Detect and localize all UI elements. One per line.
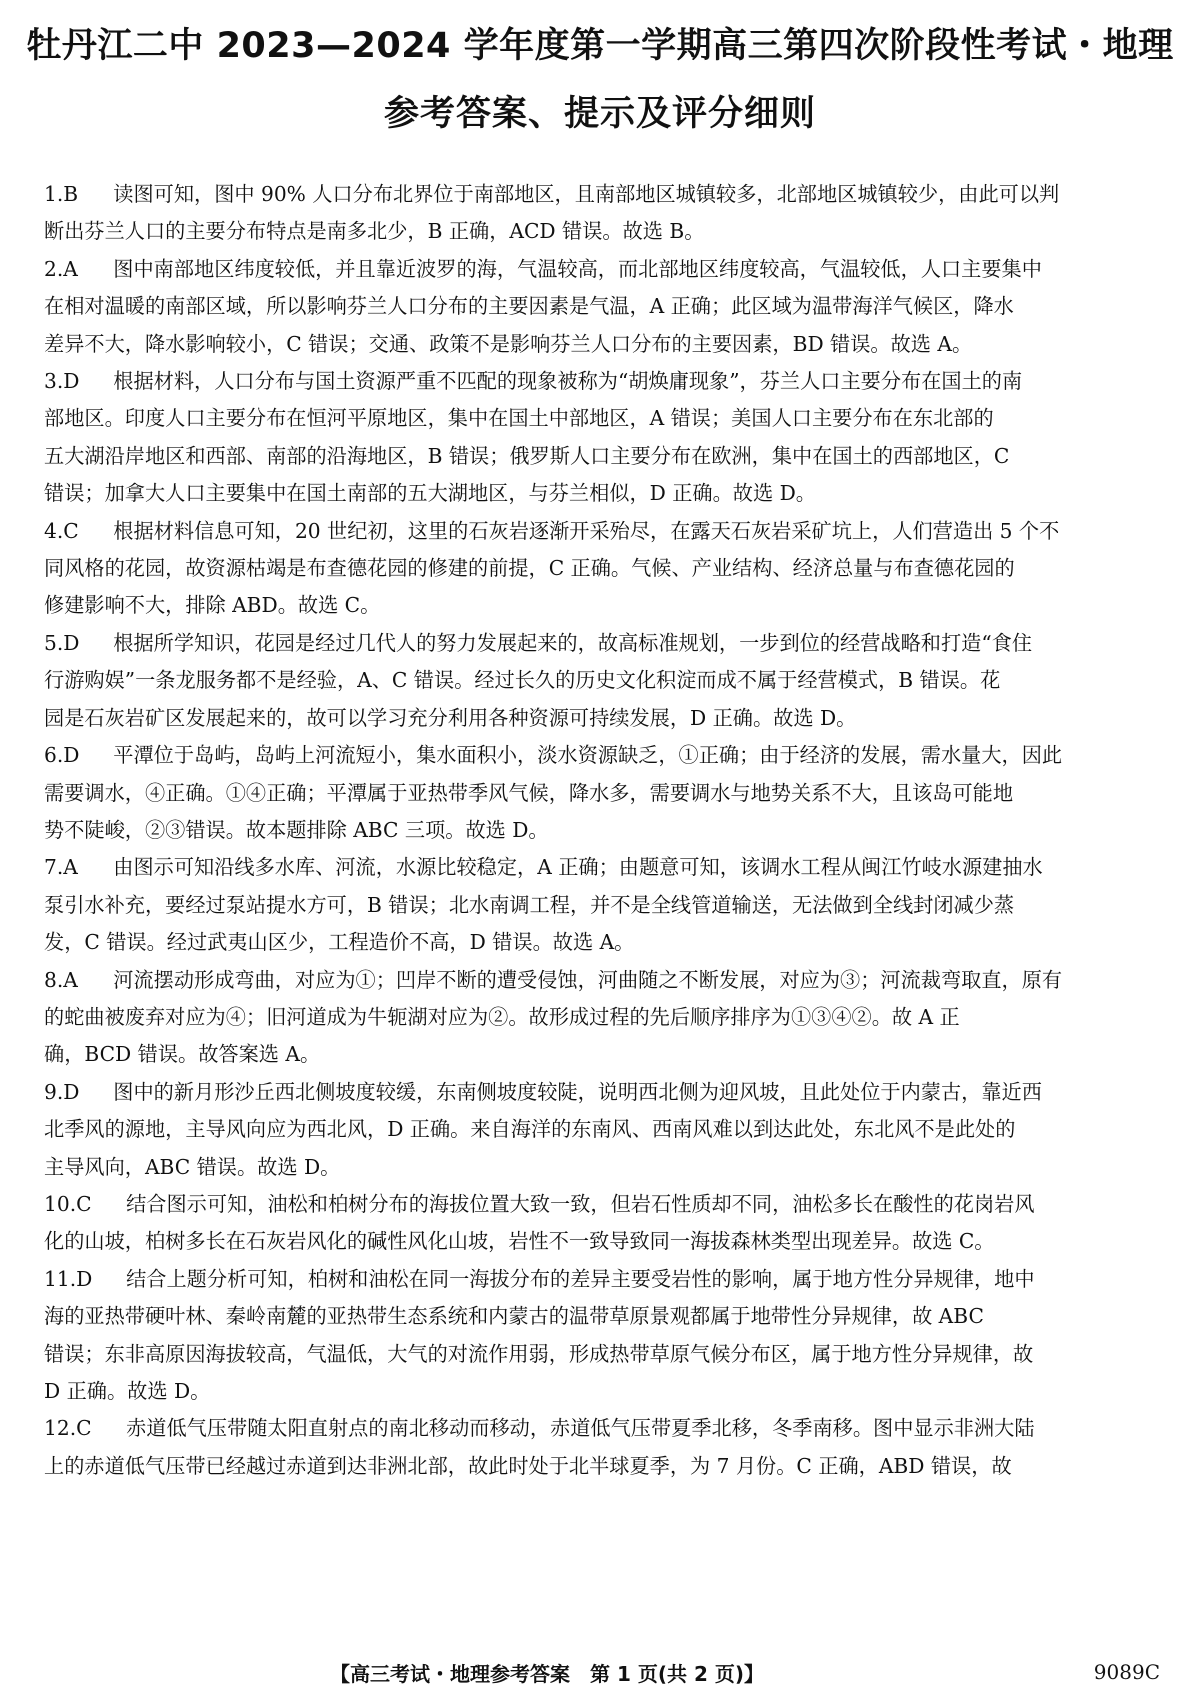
explanation-text: 差异不大，降水影响较小，C 错误；交通、政策不是影响芬兰人口分布的主要因素，BD 错误。故选 A。 [44,331,973,356]
explanation-text: 赤道低气压带随太阳直射点的南北移动而移动，赤道低气压带夏季北移，冬季南移。图中显示非洲大陆 [126,1416,1035,1441]
explanation-text: 河流摆动形成弯曲，对应为①；凹岸不断的遭受侵蚀，河曲随之不断发展，对应为③；河流裁弯取直，原有 [113,967,1063,992]
explanation-text: 图中南部地区纬度较低，并且靠近波罗的海，气温较高，而北部地区纬度较高，气温较低，人口主要集中 [113,256,1042,281]
explanation-text: 图中的新月形沙丘西北侧坡度较缓，东南侧坡度较陡，说明西北侧为迎风坡，且此处位于内蒙古，靠近西 [113,1079,1042,1104]
answer-letter: A [63,855,78,880]
explanation-text: 主导风向，ABC 错误。故选 D。 [44,1154,341,1179]
answer-item-line [44,1111,1160,1148]
answer-letter: C [63,518,79,543]
answer-item-line [44,887,1160,924]
answer-item-line-first [44,1410,1160,1447]
explanation-text: 修建影响不大，排除 ABD。故选 C。 [44,593,381,618]
answer-letter: C [76,1416,92,1441]
question-number: 5. [44,630,64,655]
answer-item-line [44,475,1160,512]
explanation-text: 海的亚热带硬叶林、秦岭南麓的亚热带生态系统和内蒙古的温带草原景观都属于地带性分异规律，故 ABC [44,1304,984,1329]
answer-list [44,176,1160,1485]
answer-item-line-first [44,513,1160,550]
question-number: 3. [44,369,64,394]
explanation-text: 错误；加拿大人口主要集中在国土南部的五大湖地区，与芬兰相似，D 正确。故选 D。 [44,481,816,506]
answer-item-line-first [44,737,1160,774]
question-number: 7. [44,855,64,880]
answer-item-line [44,1298,1160,1335]
answer-item-line [44,662,1160,699]
explanation-text: 读图可知，图中 90% 人口分布北界位于南部地区，且南部地区城镇较多，北部地区城镇较少，由此可以判 [113,182,1060,206]
answer-item-line [44,812,1160,849]
explanation-text: 化的山坡，柏树多长在石灰岩风化的碱性风化山坡，岩性不一致导致同一海拔森林类型出现差异。故选 C。 [44,1229,995,1254]
answer-letter: D [63,630,80,655]
answer-item-line [44,1036,1160,1073]
answer-item-line [44,700,1160,737]
answer-item-line [44,400,1160,437]
question-number: 4. [44,518,64,543]
explanation-text: 行游购娱”一条龙服务都不是经验，A、C 错误。经过长久的历史文化积淀而成不属于经营模式，B 错误。花 [44,668,1001,693]
question-number: 6. [44,743,64,768]
page-footer [0,1658,1200,1698]
question-number: 12. [44,1416,77,1441]
explanation-text: 势不陡峻，②③错误。故本题排除 ABC 三项。故选 D。 [44,817,549,842]
explanation-text: 需要调水，④正确。①④正确；平潭属于亚热带季风气候，降水多，需要调水与地势关系不大，且该岛可能地 [44,780,1014,805]
answer-item-line [44,1448,1160,1485]
footer-label: 【高三考试・地理参考答案 第 1 页(共 2 页)】 [330,1662,764,1686]
explanation-text: 北季风的源地，主导风向应为西北风，D 正确。来自海洋的东南风、西南风难以到达此处，东北风不是此处的 [44,1117,1016,1142]
answer-item-line [44,1336,1160,1373]
explanation-text: 根据材料信息可知，20 世纪初，这里的石灰岩逐渐开采殆尽，在露天石灰岩采矿坑上，人们营造出 5 个不 [113,518,1060,543]
answer-item-line-first [44,1074,1160,1111]
explanation-text: 园是石灰岩矿区发展起来的，故可以学习充分利用各种资源可持续发展，D 正确。故选 D。 [44,705,857,730]
answer-letter: D [76,1266,93,1291]
answer-item-line [44,924,1160,961]
explanation-text: 根据材料，人口分布与国土资源严重不匹配的现象被称为“胡焕庸现象”，芬兰人口主要分布在国土的南 [113,369,1023,394]
answer-item-line [44,1149,1160,1186]
question-number: 2. [44,256,64,281]
question-number: 9. [44,1079,64,1104]
answer-item-line-first [44,1186,1160,1223]
explanation-text: 确，BCD 错误。故答案选 A。 [44,1042,321,1067]
answer-item-line [44,587,1160,624]
document-subtitle: 参考答案、提示及评分细则 [383,94,816,134]
answer-letter: D [63,743,80,768]
answer-item-line-first [44,1261,1160,1298]
explanation-text: 平潭位于岛屿，岛屿上河流短小，集水面积小，淡水资源缺乏，①正确；由于经济的发展，需水量大，因此 [113,743,1063,768]
answer-item-line [44,1373,1160,1410]
document-title: 牡丹江二中 2023—2024 学年度第一学期高三第四次阶段性考试・地理 [26,26,1174,66]
answer-item-line-first [44,625,1160,662]
answer-letter: D [63,1079,80,1104]
explanation-text: 发，C 错误。经过武夷山区少，工程造价不高，D 错误。故选 A。 [44,930,635,955]
question-number: 11. [44,1266,77,1291]
explanation-text: D 正确。故选 D。 [44,1379,211,1403]
answer-letter: D [63,369,80,394]
explanation-text: 部地区。印度人口主要分布在恒河平原地区，集中在国土中部地区，A 错误；美国人口主要分布在东北部的 [44,406,994,431]
answer-item-line-first [44,251,1160,288]
answer-letter: C [76,1191,92,1216]
explanation-text: 根据所学知识，花园是经过几代人的努力发展起来的，故高标准规划，一步到位的经营战略和打造“食住 [113,630,1033,655]
explanation-text: 五大湖沿岸地区和西部、南部的沿海地区，B 错误；俄罗斯人口主要分布在欧洲，集中在国土的西部地区，C [44,443,1010,468]
explanation-text: 由图示可知沿线多水库、河流，水源比较稳定，A 正确；由题意可知，该调水工程从闽江竹岐水源建抽水 [113,855,1043,880]
answer-item-line [44,1223,1160,1260]
explanation-text: 错误；东非高原因海拔较高，气温低，大气的对流作用弱，形成热带草原气候分布区，属于地方性分异规律，故 [44,1341,1034,1366]
answer-letter: A [63,967,78,992]
answer-item-line [44,999,1160,1036]
answer-letter: B [63,182,79,206]
explanation-text: 的蛇曲被废弃对应为④；旧河道成为牛轭湖对应为②。故形成过程的先后顺序排序为①③④②。故 A 正 [44,1004,960,1029]
explanation-text: 同风格的花园，故资源枯竭是布查德花园的修建的前提，C 正确。气候、产业结构、经济总量与布查德花园的 [44,556,1015,581]
explanation-text: 上的赤道低气压带已经越过赤道到达非洲北部，故此时处于北半球夏季，为 7 月份。C 正确，ABD 错误，故 [44,1453,1012,1478]
answer-item-line [44,213,1160,250]
explanation-text: 结合图示可知，油松和柏树分布的海拔位置大致一致，但岩石性质却不同，油松多长在酸性的花岗岩风 [126,1191,1035,1216]
document-code: 9089C [1093,1660,1160,1684]
answer-item-line-first [44,849,1160,886]
answer-item-line-first [44,176,1160,213]
answer-item-line [44,438,1160,475]
explanation-text: 结合上题分析可知，柏树和油松在同一海拔分布的差异主要受岩性的影响，属于地方性分异规律，地中 [126,1266,1035,1291]
answer-item-line [44,550,1160,587]
explanation-text: 断出芬兰人口的主要分布特点是南多北少，B 正确，ACD 错误。故选 B。 [44,219,705,244]
answer-item-line [44,288,1160,325]
answer-item-line-first [44,363,1160,400]
answer-letter: A [63,256,78,281]
answer-item-line-first [44,962,1160,999]
explanation-text: 泵引水补充，要经过泵站提水方可，B 错误；北水南调工程，并不是全线管道输送，无法做到全线封闭减少蒸 [44,892,1015,917]
question-number: 8. [44,967,64,992]
explanation-text: 在相对温暖的南部区域，所以影响芬兰人口分布的主要因素是气温，A 正确；此区域为温带海洋气候区，降水 [44,294,1014,319]
question-number: 10. [44,1191,77,1216]
answer-item-line [44,326,1160,363]
answer-item-line [44,775,1160,812]
question-number: 1. [44,182,64,206]
